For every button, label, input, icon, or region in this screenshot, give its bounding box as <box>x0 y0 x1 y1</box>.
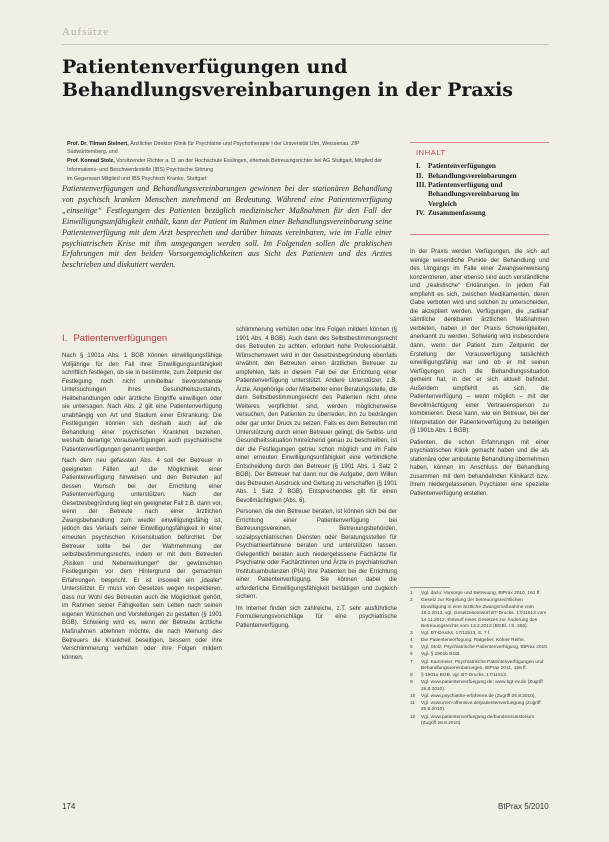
toc-item-label: Behandlungsvereinbarungen <box>428 171 517 180</box>
author-name: Prof. Konrad Stolz, <box>67 158 115 165</box>
body-paragraph: In der Praxis werden Verfügungen, die sich auf wenige wesentliche Punkte der Behandlung und des Umgangs im Falle einer Zwangseinweisung konzentrieren, aber ebenso sind auch verständliche und „realistische“ Erklärungen. In jedem Fall empfiehlt es sich, zwischen Medikamenten, deren Gabe verboten wird und solchen zu unterscheiden, die akzeptiert werden. Verfügungen, die „radikal“ sämtliche denkbaren ärztlichen Maßnahmen verbieten, haben in der Praxis Schwierigkeiten, anerkannt zu werden. Schwierig wird insbesondere dann, wenn der Patient zum Zeitpunkt der Erstellung der Vorausverfügung tatsächlich einwilligungsfähig war und ob er mit seinen Verfügungen auch die Behandlungssituation gemeint hat, in der er sich aktuell befindet. Außerdem empfiehlt es sich, die Patientenverfügung – wenn möglich – mit der Bevollmächtigung einer Vertrauensperson zu kombinieren. Diese kann, wie ein Betreuer, bei der Interpretation der Patientenverfügung zu beteiligen (§ 1901b Abs. 1 BGB). <box>410 249 549 435</box>
footnote <box>410 598 549 631</box>
footnote-number: 6 <box>410 652 413 658</box>
journal-issue: BtPrax 5/2010 <box>498 802 549 811</box>
article-title: Patientenverfügungen und Behandlungsvereinbarungen in der Praxis <box>62 56 513 101</box>
page-number: 174 <box>62 802 76 811</box>
footnote-text: Die Patientenverfügung: Ratgeber, Kölner Reihe. <box>421 638 525 644</box>
footnote-number: 7 <box>410 659 413 665</box>
footnotes <box>410 591 549 728</box>
footnote <box>410 652 549 659</box>
footnote <box>410 638 549 645</box>
toc-item-number: IV. <box>416 209 425 218</box>
footnote-number: 4 <box>410 638 413 644</box>
footnote-text: Vgl. BT-Drucks. 17/11513, S. 7 f. <box>421 631 491 637</box>
footnote-number: 1 <box>410 591 413 596</box>
table-of-contents <box>410 142 549 235</box>
toc-item-label: Patientenverfügung und Behandlungsvereinbarung im Vergleich <box>428 181 520 208</box>
body-paragraph: schlimmerung verhüten oder ihre Folgen mildern können (§ 1901 Abs. 4 BGB). Auch dann des Selbstbestimmungsrecht des Betreuten zu achten, erfordert hohe Professionalität. Wünschenswert wird in der Gesetzesbegründung ebenfalls erwähnt, den Betreuten einen ärztlichen Betreuer zu empfehlen, falls in diesem Fall bei der Errichtung einer Patientenverfügung unterstützt. Andere Unterstützer, z.B. Ärzte, Angehörige oder Mitarbeiter einer Beratungsstelle, die dem Selbstbestimmungsrecht des Patienten nicht ohne Weiteres verpflichtet sind, werden möglicherweise versuchen, den Patienten zu überreden, ihn zu bedrängen oder gar unter Druck zu setzen. Falls es dem Betreuten mit Unterstützung durch einen Betreuer gelingt, die Selbst- und Gesundheitssituation hinreichend genau zu beschreiben, ist der die Festlegungen getreu schon möglich und im Falle einer erneuten Einwilligungsunfähigkeit eine verbindliche Entscheidung durch den Betreuer (§ 1901 Abs. 1 Satz 2 BGB). Der Betreuer hat dann nur die Aufgabe, dem Willen des Betreuten Ausdruck und Geltung zu verschaffen (§ 1901 Abs. 1 Satz 2 BGB). Entsprechendes gilt für einen Bevollmächtigten (Abs. 6). <box>236 327 397 504</box>
author-affiliation: im Gegenwart Mitglied und IBS Psychisch Kranke, Stuttgart <box>67 175 207 182</box>
author-info <box>67 140 395 184</box>
body-paragraph: Im Internet finden sich zahlreiche, z.T. sehr ausführliche Formulierungsvorschläge für eine psychiatrische Patientenverfügung. <box>236 605 397 629</box>
section-label: Aufsätze <box>62 26 110 38</box>
footnote <box>410 673 549 680</box>
footnote <box>410 701 549 714</box>
footnote-number: 11 <box>410 700 415 706</box>
footnote-text: Vgl. dazu: Vorsorge und Betreuung, BtPrax 2010, 161 ff. <box>421 591 541 596</box>
toc-list <box>416 162 546 219</box>
section-number: I. <box>62 333 68 344</box>
toc-item-label: Patientenverfügungen <box>428 162 496 170</box>
section-title: Patientenverfügungen <box>73 333 168 344</box>
author-affiliation: Vorsitzender Richter a. D. an der Hochschule Esslingen, ehemals Betreuungsrichter bei AG Stuttgart, Mitglied der Informations- und Beschwerdestelle (IBS) Psychische Störung <box>67 158 383 173</box>
body-paragraph: Nach § 1901a Abs. 1 BGB können einwilligungsfähige Volljährige für den Fall ihrer Einwilligungsunfähigkeit schriftlich festlegen, ob sie in bestimmte, zum Zeitpunkt der Festlegung noch nicht unmittelbar bevorstehende Untersuchungen ihres Gesundheitszustands, Heilbehandlungen oder ärztliche Eingriffe einwilligen oder sie untersagen. Nach Abs. 2 gilt eine Patientenverfügung unabhängig von Art und Stadium einer Erkrankung. Die Festlegungen können sich deshalb auch auf die Behandlung einer psychischen Krankheit beziehen, weshalb derartige Vorausverfügungen auch psychiatrische Patientenverfügungen genannt werden. <box>62 353 222 454</box>
footnote-rule <box>410 587 450 588</box>
body-paragraph: Nach dem neu gefassten Abs. 4 soll der Betreuer in geeigneten Fällen auf die Möglichkeit einer Patientenverfügung hinweisen und den Betreuten auf dessen Wunsch bei der Errichtung einer Patientenverfügung unterstützen. Nach der Gesetzesbegründung liegt ein geeigneter Fall z.B. dann vor, wenn der Betreute nach einer ärztlichen Zwangsbehandlung zum wieder einwilligungsfähig ist, jedoch des Verlaufs seiner Einwilligungsfähigkeit in einer erneuten psychischen Krisensituation befürchtet. Der Betreuer sollte bei der Wahrnehmung der selbstbestimmungsrechts, indem er mit dem Betreuten „Risiken und Nebenwirkungen“ der gewünschten Festlegungen vor dem Hintergrund der gemachten Erfahrungen bespricht. Er ist insoweit ein „idealer“ Unterstützer. Er muss von Gesetzes wegen respektieren, dass nur Wohl des Betreuten auch die Möglichkeit gehört, im Rahmen seiner Fähigkeiten sein Leben nach seinen eigenen Wünschen und Vorstellungen zu gestalten (§ 1901 BGB). Schwierig wird es, wenn der Betreute ärztliche Maßnahmen ablehnen möchte, die nach Meinung des Betreuers die Krankheit beseitigen, bessern oder ihre Verschlimmerung verhüten oder ihre Folgen mildern können. <box>62 458 222 661</box>
header-rule <box>62 44 549 45</box>
footnote-number: 3 <box>410 631 413 637</box>
footnote-text: Vgl. www.irren-offensive.de/patientenverfuegung (Zugriff 26.8.2010). <box>421 700 541 713</box>
footnote-number: 8 <box>410 673 413 679</box>
footnote-text: Vgl. www.patientenverfuegung.de/bundesministerium (Zugriff 26.8.2010). <box>421 714 535 727</box>
author-entry <box>67 175 395 183</box>
footnote <box>410 680 549 693</box>
footnote <box>410 694 549 701</box>
body-column-middle <box>236 326 397 633</box>
footnote-number: 9 <box>410 680 413 686</box>
footnote-text: § 1901a BGB, vgl. BT-Drucks. 17/11513. <box>421 673 508 679</box>
section-heading <box>62 333 222 345</box>
body-paragraph: Patienten, die schon Erfahrungen mit einer psychiatrischen Klinik gemacht haben und die als stationäre oder ambulante Behandlung übernehmen haben, können im Anschluss der Behandlung zusammen mit dem behandelnden Klinikarzt bzw. ihrem niedergelassenen Psychiater eine spezielle Patientenverfügung erstellen. <box>410 439 549 497</box>
toc-item-number: II. <box>416 171 424 180</box>
footnote-number: 10 <box>410 693 416 699</box>
toc-item <box>416 162 546 171</box>
toc-item <box>416 172 546 181</box>
body-paragraph: Personen, die den Betreuer beraten, ist können sich bei der Errichtung einer Patientenverfügung bei Betreuungsvereinen, Betreuungsbehörden, sozialpsychiatrischen Diensten oder Beratungsstellen für Psychiatrieerfahrene beraten und unterstützen lassen. Gelegentlich beraten auch niedergelassene Fachärzte für Psychiatrie oder Fachärztinnen und Ärzte in psychiatrischen Institutsambulanzen (PIA) ihre Patienten bei der Errichtung einer Patientenverfügung. Sie können dabei die erforderliche Einwilligungsfähigkeit bestätigen und zugleich sichern. <box>236 508 397 601</box>
footnote-number: 5 <box>410 645 413 651</box>
footnote-text: Vgl. § 1901b BGB. <box>421 652 461 658</box>
toc-item-number: I. <box>416 162 421 170</box>
author-entry <box>67 157 395 173</box>
body-column-right <box>410 248 549 501</box>
footnote-text: Vgl. www.psychiatrie-erfahrene.de (Zugriff 26.8.2010). <box>421 693 536 699</box>
author-affiliation: Ärztlicher Direktor Klinik für Psychiatrie und Psychotherapie I der Universität Ulm, Weissenau, ZfP Südwürttemberg, und <box>67 141 360 156</box>
toc-item-number: III. <box>416 181 427 190</box>
toc-item-label: Zusammenfassung <box>428 209 486 218</box>
footnote-number: 2 <box>410 598 413 604</box>
author-entry <box>67 140 395 156</box>
footnote <box>410 645 549 652</box>
body-column-left <box>62 333 222 665</box>
footnote-text: Vgl. Stolz, Psychiatrische Patientenverfügung, BtPrax 2010. <box>421 645 549 651</box>
footnote-text: Gesetz zur Regelung der betreuungsrechtlichen Einwilligung in eine ärztliche Zwangsmaßnahme vom 18.2.2013, vgl. Gesetzesentwurf BT-Drucks. 17/11513 vom 14.11.2012; Entwurf eines Gesetzes zur Änderung des Betreuungsrechts vom 13.2.2013 (BGBl. I S. 266). <box>421 598 547 630</box>
footnote-number: 12 <box>410 714 416 720</box>
footnote <box>410 715 549 728</box>
footnote-text: Vgl. Kammeier, Psychiatrische Patientenverfügungen und Behandlungsvereinbarungen, BtPrax 2011, 158 ff. <box>421 659 544 672</box>
footnote <box>410 631 549 638</box>
author-name: Prof. Dr. Tilman Steinert, <box>67 141 129 147</box>
footnote <box>410 591 549 598</box>
toc-item <box>416 181 546 209</box>
footnote <box>410 660 549 673</box>
footnote-text: Vgl. www.patientenverfuegung.de; www.bgt-ev.de (Zugriff 26.8.2010). <box>421 680 543 692</box>
article-abstract: Patientenverfügungen und Behandlungsvereinbarungen gewinnen bei der stationären Behandlung von psychisch kranken Menschen zunehmend an Bedeutung. Während eine Patientenverfügung „einseitige“ Festlegungen des Patienten bezüglich medizinischer Maßnahmen für den Fall der Einwilligungsunfähigkeit enthält, kann der Patient im Rahmen einer Behandlungsvereinbarung seine Patientenverfügung mit dem Arzt besprechen und darüber hinaus vereinbaren, wie im Falle einer psychiatrischen Krise mit ihm umgegangen werden soll. Im Folgenden sollen die praktischen Erfahrungen mit den beiden Vorsorgemöglichkeiten aus Sicht des Patienten und des Arztes beschrieben und diskutiert werden. <box>62 184 392 270</box>
toc-item <box>416 209 546 218</box>
toc-heading: INHALT <box>416 148 446 157</box>
